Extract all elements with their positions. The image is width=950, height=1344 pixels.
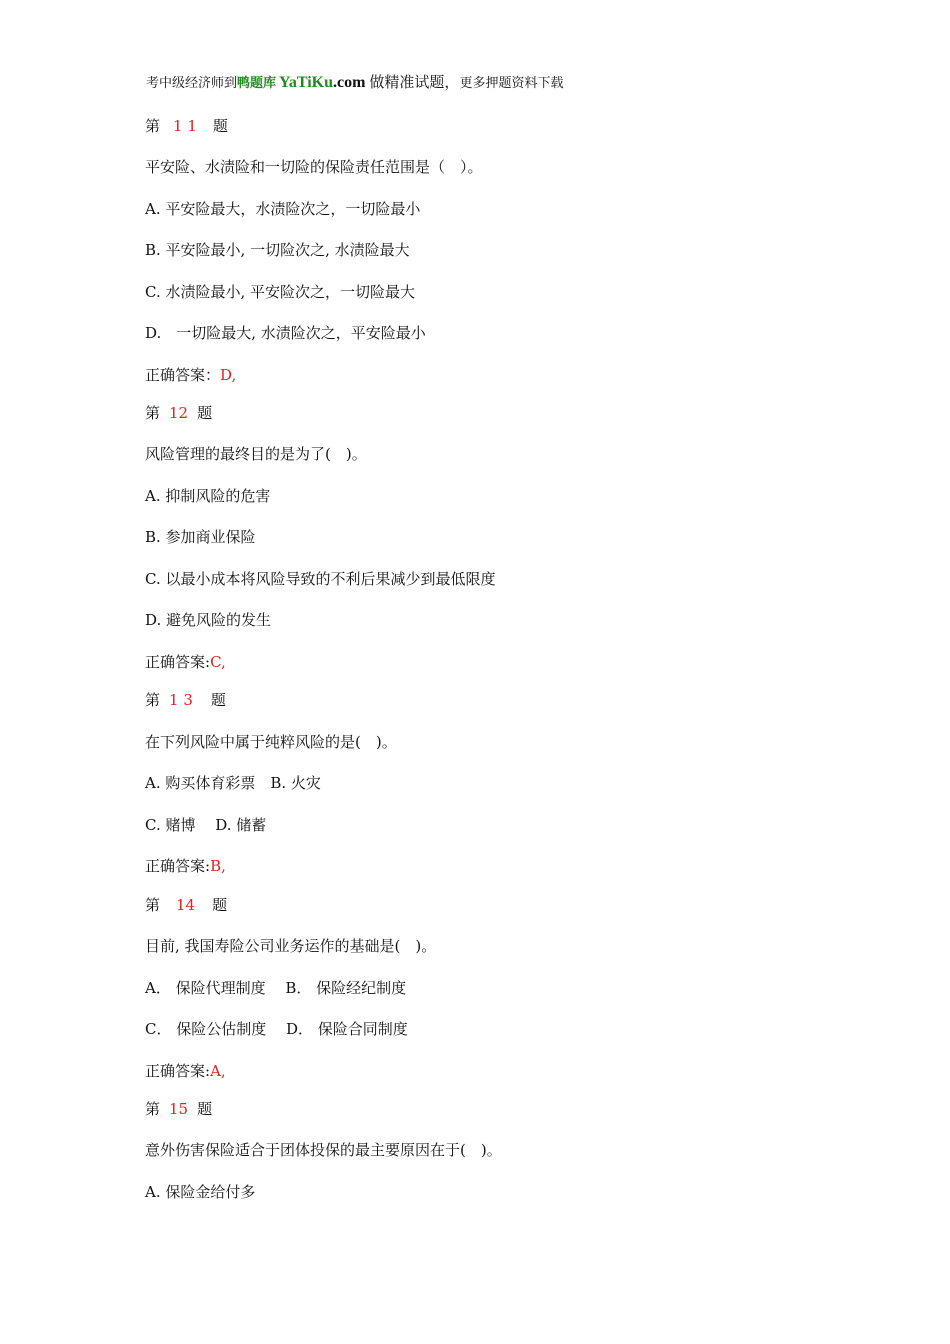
option-15-a: A. 保险金给付多 <box>145 1183 256 1201</box>
header-suffix: 更多押题资料下载 <box>459 76 564 91</box>
question-heading-11 <box>145 116 228 136</box>
question-suffix: 题 <box>212 896 228 914</box>
option-11-a: A. 平安险最大，水渍险次之，一切险最小 <box>145 200 421 218</box>
answer-value: D, <box>220 366 237 384</box>
option-12-c: C. 以最小成本将风险导致的不利后果减少到最低限度 <box>145 570 496 588</box>
question-heading-14 <box>145 895 227 915</box>
question-prefix: 第 <box>145 117 161 135</box>
answer-label: 正确答案： <box>145 366 221 384</box>
question-number: 1 3 <box>169 691 193 709</box>
answer-label: 正确答案: <box>145 857 211 875</box>
answer-value: B, <box>210 857 226 875</box>
option-14-ab: A． 保险代理制度 B． 保险经纪制度 <box>145 979 407 997</box>
header-middle: 做精准试题， <box>369 73 460 91</box>
brand-name-en[interactable]: YaTiKu <box>279 74 333 91</box>
question-suffix: 题 <box>197 1100 213 1118</box>
question-stem-11: 平安险、水渍险和一切险的保险责任范围是（ ）。 <box>145 158 483 176</box>
answer-label: 正确答案: <box>145 1062 211 1080</box>
option-11-c: C. 水渍险最小, 平安险次之，一切险最大 <box>145 283 416 301</box>
question-prefix: 第 <box>145 896 161 914</box>
option-12-b: B. 参加商业保险 <box>145 528 256 546</box>
question-number: 14 <box>176 896 196 914</box>
question-suffix: 题 <box>197 404 213 422</box>
question-stem-14: 目前, 我国寿险公司业务运作的基础是( )。 <box>145 937 437 955</box>
answer-value: C, <box>210 653 226 671</box>
option-11-d: D. 一切险最大, 水渍险次之，平安险最小 <box>145 324 426 342</box>
answer-line-11 <box>145 365 236 385</box>
question-heading-13 <box>145 690 226 710</box>
question-suffix: 题 <box>210 691 226 709</box>
answer-value: A, <box>210 1062 226 1080</box>
brand-name-cn[interactable]: 鸭题库 <box>237 76 277 91</box>
answer-line-12 <box>145 652 226 672</box>
answer-line-13 <box>145 856 226 876</box>
answer-label: 正确答案: <box>145 653 211 671</box>
question-prefix: 第 <box>145 1100 161 1118</box>
question-prefix: 第 <box>145 691 161 709</box>
question-stem-13: 在下列风险中属于纯粹风险的是( )。 <box>145 733 397 751</box>
question-suffix: 题 <box>212 117 228 135</box>
option-13-cd: C. 赌博 D. 储蓄 <box>145 816 267 834</box>
question-heading-15 <box>145 1099 212 1119</box>
question-number: 1 1 <box>173 117 197 135</box>
answer-line-14 <box>145 1061 226 1081</box>
question-number: 15 <box>169 1100 189 1118</box>
header-prefix: 考中级经济师到 <box>146 76 238 91</box>
brand-domain[interactable]: .com <box>332 74 366 91</box>
option-13-ab: A. 购买体育彩票 B. 火灾 <box>145 774 321 792</box>
option-14-cd: C． 保险公估制度 D． 保险合同制度 <box>145 1020 408 1038</box>
option-12-d: D. 避免风险的发生 <box>145 611 272 629</box>
option-12-a: A. 抑制风险的危害 <box>145 487 271 505</box>
question-stem-15: 意外伤害保险适合于团体投保的最主要原因在于( )。 <box>145 1141 502 1159</box>
question-heading-12 <box>145 403 212 423</box>
page-header <box>146 71 563 92</box>
question-stem-12: 风险管理的最终目的是为了( )。 <box>145 445 367 463</box>
option-11-b: B. 平安险最小, 一切险次之, 水渍险最大 <box>145 241 410 259</box>
question-number: 12 <box>169 404 189 422</box>
question-prefix: 第 <box>145 404 161 422</box>
